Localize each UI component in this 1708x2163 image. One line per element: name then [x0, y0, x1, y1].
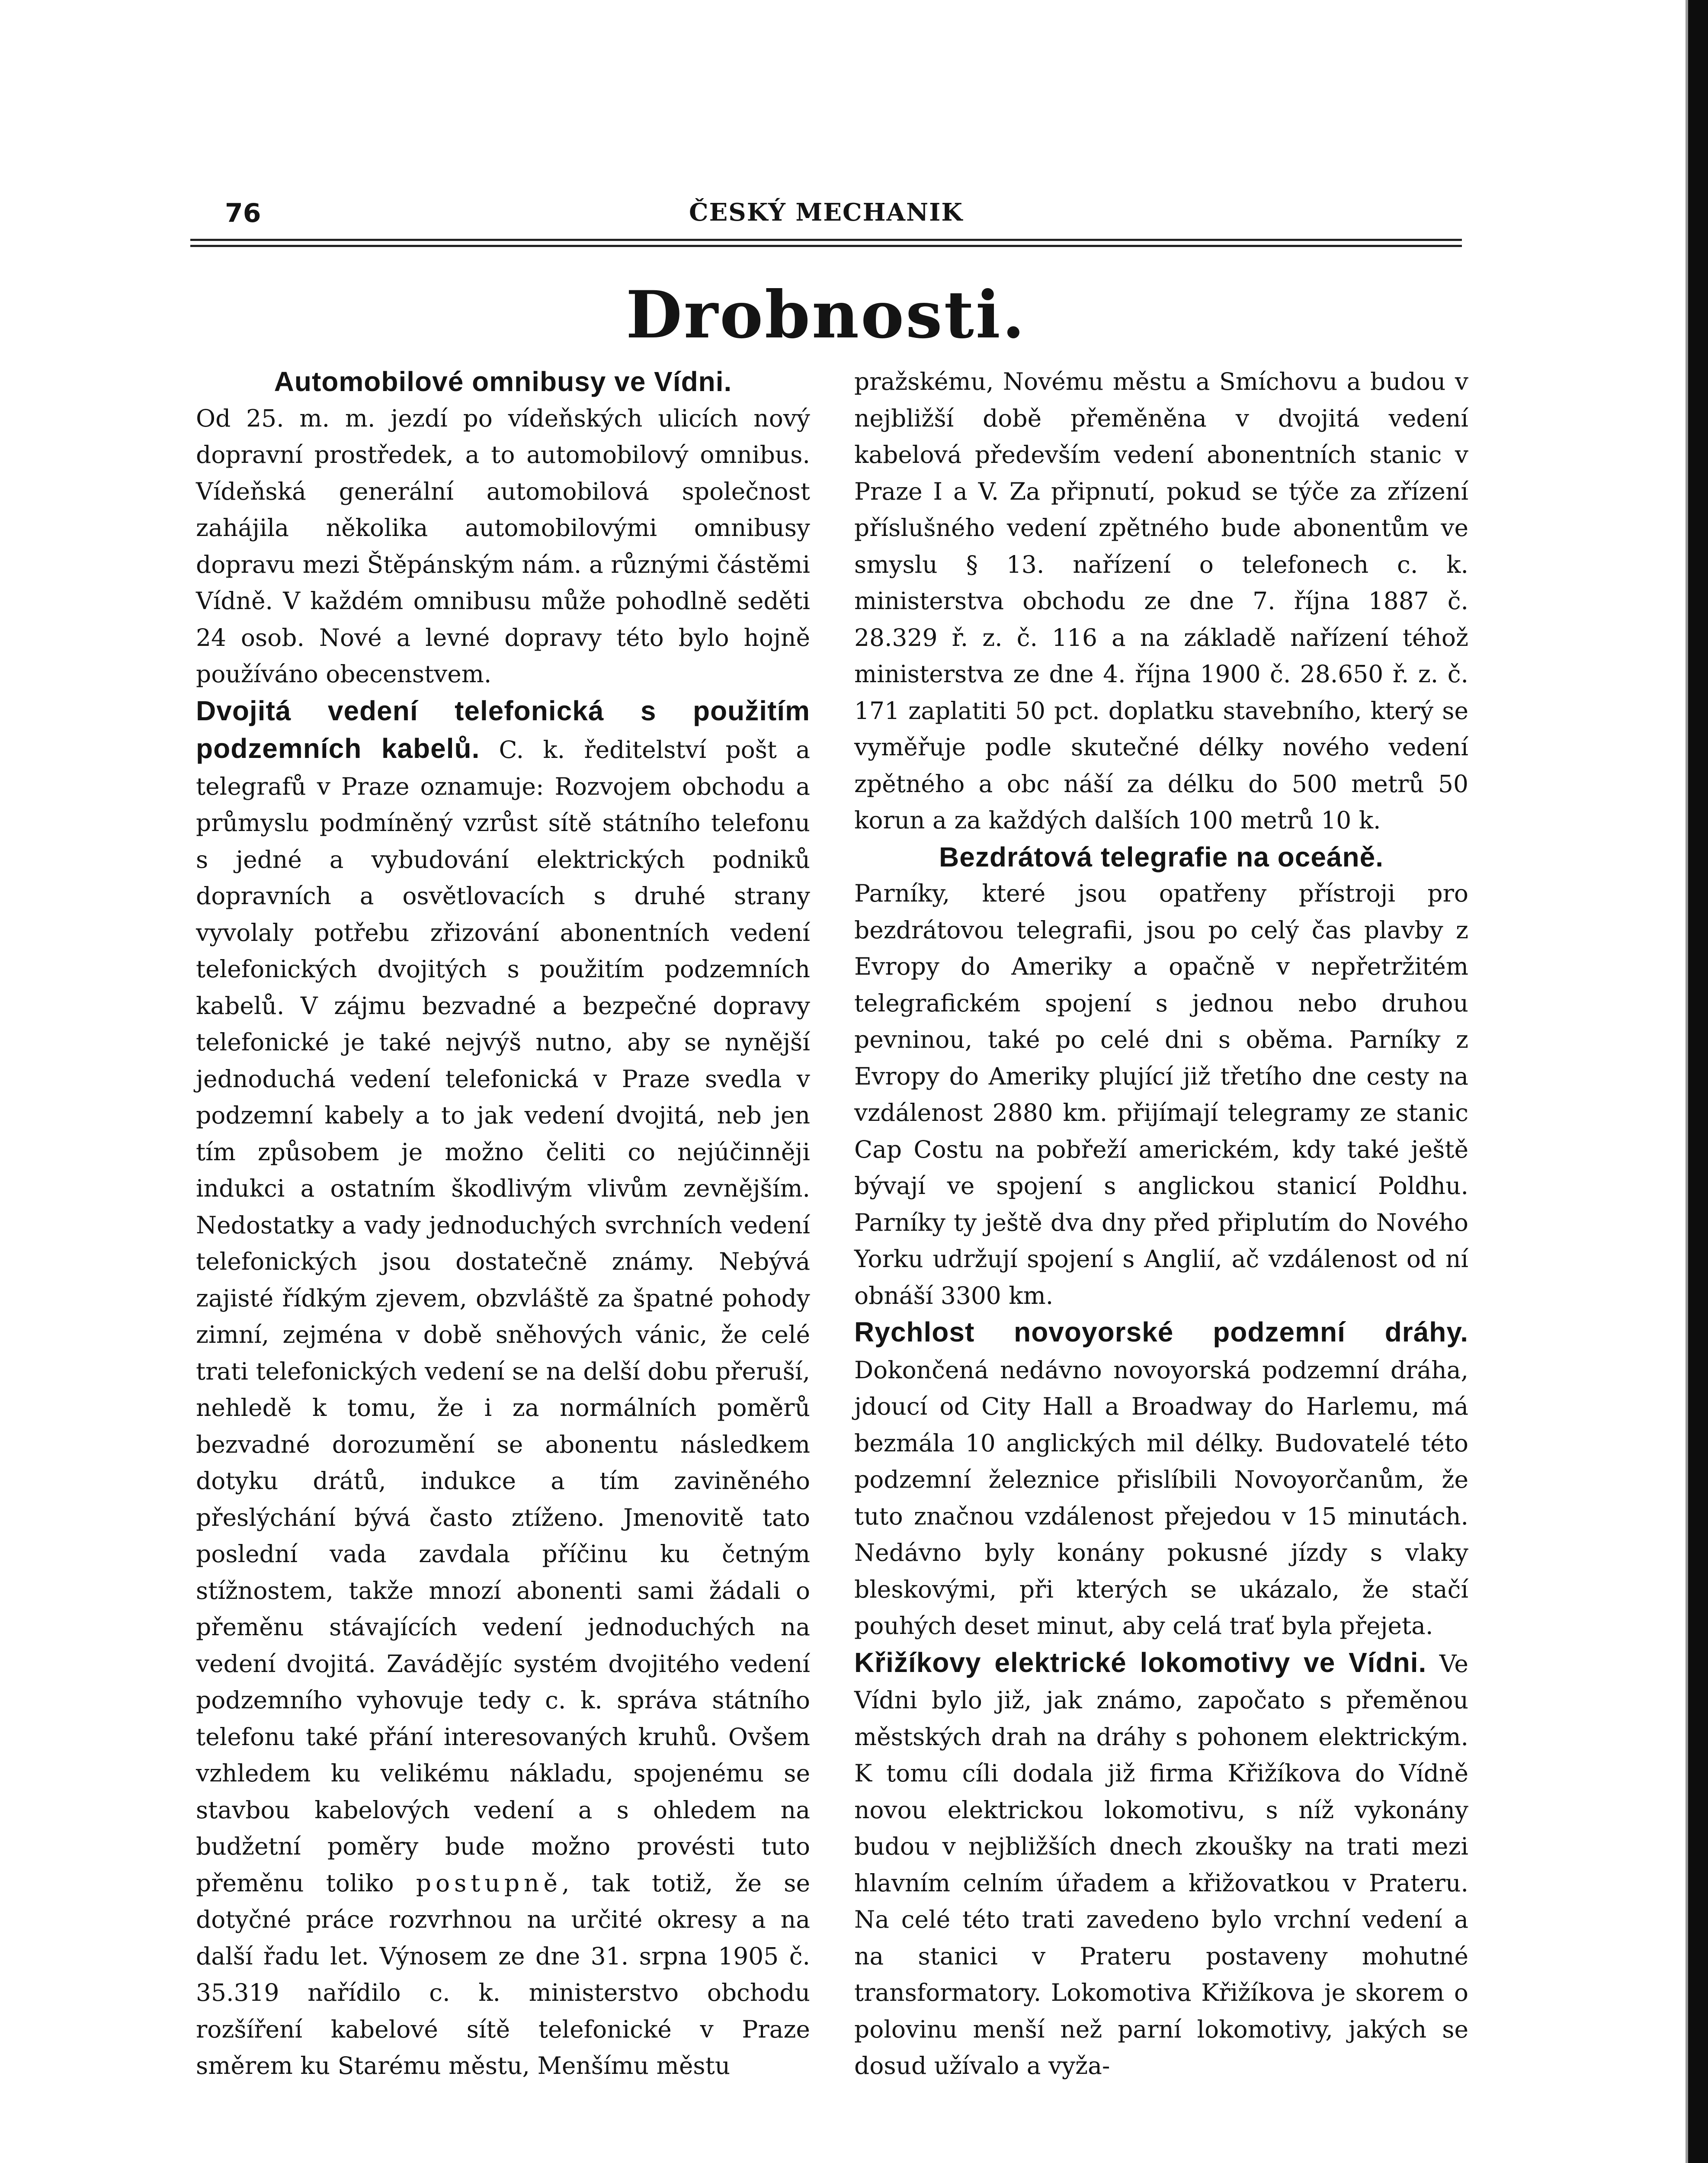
article-heading: Křižíkovy elektrické lokomotivy ve Vídni. — [854, 1646, 1427, 1678]
page-header — [190, 198, 1462, 233]
running-title: ČESKÝ MECHANIK — [689, 198, 963, 227]
left-column — [196, 363, 810, 2084]
article-body: Dokončená nedávno novoyorská podzemní dráha, jdoucí od City Hall a Broadway do Harlemu, má bezmála 10 anglických mil délky. Budovatelé této podzemní železnice přislíbili Novoyorčanům, že tuto značnou vzdálenost přejedou v 15 minutách. Nedávno byly konány pokusné jízdy s vlaky bleskovými, při kterých se ukázalo, že stačí pouhých deset minut, aby celá trať byla přejeta. — [854, 1356, 1468, 1640]
section-title: Drobnosti. — [625, 277, 1027, 353]
article-body: C. k. ředitelství pošt a telegrafů v Praze oznamuje: Rozvojem obchodu a průmyslu podmíněný vzrůst sítě státního telefonu s jedné a vybudování elektrických podniků dopravních a osvětlovacích s druhé strany vyvolaly potřebu zřizování abonentních vedení telefonických dvojitých s použitím podzemních kabelů. V zájmu bezvadné a bezpečné dopravy telefonické je také nejvýš nutno, aby se nynější jednoduchá vedení telefonická v Praze svedla v podzemní kabely a to jak vedení dvojitá, neb jen tím způsobem je možno čeliti co nejúčinněji indukci a ostatním škodlivým vlivům zevnějším. Nedostatky a vady jednoduchých svrchních vedení telefonických jsou dostatečně známy. Nebývá zajisté řídkým zjevem, obzvláště za špatné pohody zimní, zejména v době sněhových vánic, že celé trati telefonických vedení se na delší dobu přeruší, nehledě k tomu, že i za normálních poměrů bezvadné dorozumění se abonentu následkem dotyku drátů, indukce a tím zaviněného přeslýchání bývá často ztíženo. Jmenovitě tato poslední vada zavdala příčinu ku četným stížnostem, takže mnozí abonenti sami žádali o přeměnu stávajících vedení jednoduchých na vedení dvojitá. Zavádějíc systém dvojitého vedení podzemního vyhovuje tedy c. k. správa státního telefonu také přání interesovaných kruhů. Ovšem vzhledem ku velikému nákladu, spojenému se stavbou kabelových vedení a s ohledem na budžetní poměry bude možno provésti tuto přeměnu toliko — [196, 736, 811, 1897]
emphasized-word: postupně — [416, 1869, 562, 1897]
article-body: Ve Vídni bylo již, jak známo, započato s přeměnou městských drah na dráhy s pohonem elektrickým. K tomu cíli dodala již firma Křižíkova do Vídně novou elektrickou lokomotivu, s níž vykonány budou v nejbližších dnech zkoušky na trati mezi hlavním celním úřadem a křižovatkou v Prateru. Na celé této trati zavedeno bylo vrchní vedení a na stanici v Prateru postaveny mohutné transformatory. Lokomotiva Křižíkova je skorem o polovinu menší než parní lokomotivy, jakých se dosud užívalo a vyža- — [854, 1650, 1468, 2080]
article-paragraph — [854, 1314, 1468, 1644]
article-continuation: pražskému, Novému městu a Smíchovu a budou v nejbližší době přeměněna v dvojitá vedení kabelová především vedení abonentních stanic v Praze I a V. Za připnutí, pokud se týče za zřízení příslušného vedení zpětného bude abonentům ve smyslu § 13. nařízení o telefonech c. k. ministerstva obchodu ze dne 7. října 1887 č. 28.329 ř. z. č. 116 a na základě nařízení téhož ministerstva ze dne 4. října 1900 č. 28.650 ř. z. č. 171 zaplatiti 50 pct. doplatku stavebního, který se vyměřuje podle skutečné délky nového vedení zpětného a obc náší za délku do 500 metrů 50 korun a za každých dalších 100 metrů 10 k. — [854, 368, 1468, 834]
header-rule-bottom — [190, 245, 1462, 247]
header-rule-top — [190, 239, 1462, 241]
article-paragraph — [196, 693, 810, 2084]
article-heading: Rychlost novoyorské podzemní dráhy. — [854, 1316, 1468, 1348]
article-heading: Bezdrátová telegrafie na oceáně. — [939, 841, 1384, 873]
article-heading: Dvojitá vedení telefonická s použitím podzemních kabelů. — [196, 695, 810, 764]
article-paragraph — [854, 1644, 1468, 2084]
article-heading: Automobilové omnibusy ve Vídni. — [274, 366, 732, 397]
page-edge — [1688, 0, 1708, 2163]
article-body: , tak totiž, že se dotyčné práce rozvrhnou na určité okresy a na další řadu let. Výnosem ze dne 31. srpna 1905 č. 35.319 nařídilo c. k. ministerstvo obchodu rozšíření kabelové sítě telefonické v Praze směrem ku Starému městu, Menšímu městu — [196, 1869, 810, 2080]
article-body: Parníky, které jsou opatřeny přístroji pro bezdrátovou telegrafii, jsou po celý čas plavby z Evropy do Ameriky a opačně v nepřetržitém telegrafickém spojení s jednou nebo druhou pevninou, také po celé dni s oběma. Parníky z Evropy do Ameriky plující již třetího dne cesty na vzdálenost 2880 km. přijímají telegramy ze stanic Cap Costu na pobřeží americkém, kdy také ještě bývají ve spojení s anglickou stanicí Poldhu. Parníky ty ještě dva dny před připlutím do Nového Yorku udržují spojení s Anglií, ač vzdálenost od ní obnáší 3300 km. — [854, 879, 1468, 1309]
page-number: 76 — [225, 198, 261, 228]
article-body: Od 25. m. m. jezdí po vídeňských ulicích nový dopravní prostředek, a to automobilový omnibus. Vídeňská generální automobilová společnost zahájila několika automobilovými omnibusy dopravu mezi Štěpánským nám. a různými částěmi Vídně. V každém omnibusu může pohodlně seděti 24 osob. Nové a levné dopravy této bylo hojně používáno obecenstvem. — [196, 404, 810, 688]
right-column — [854, 363, 1468, 2084]
